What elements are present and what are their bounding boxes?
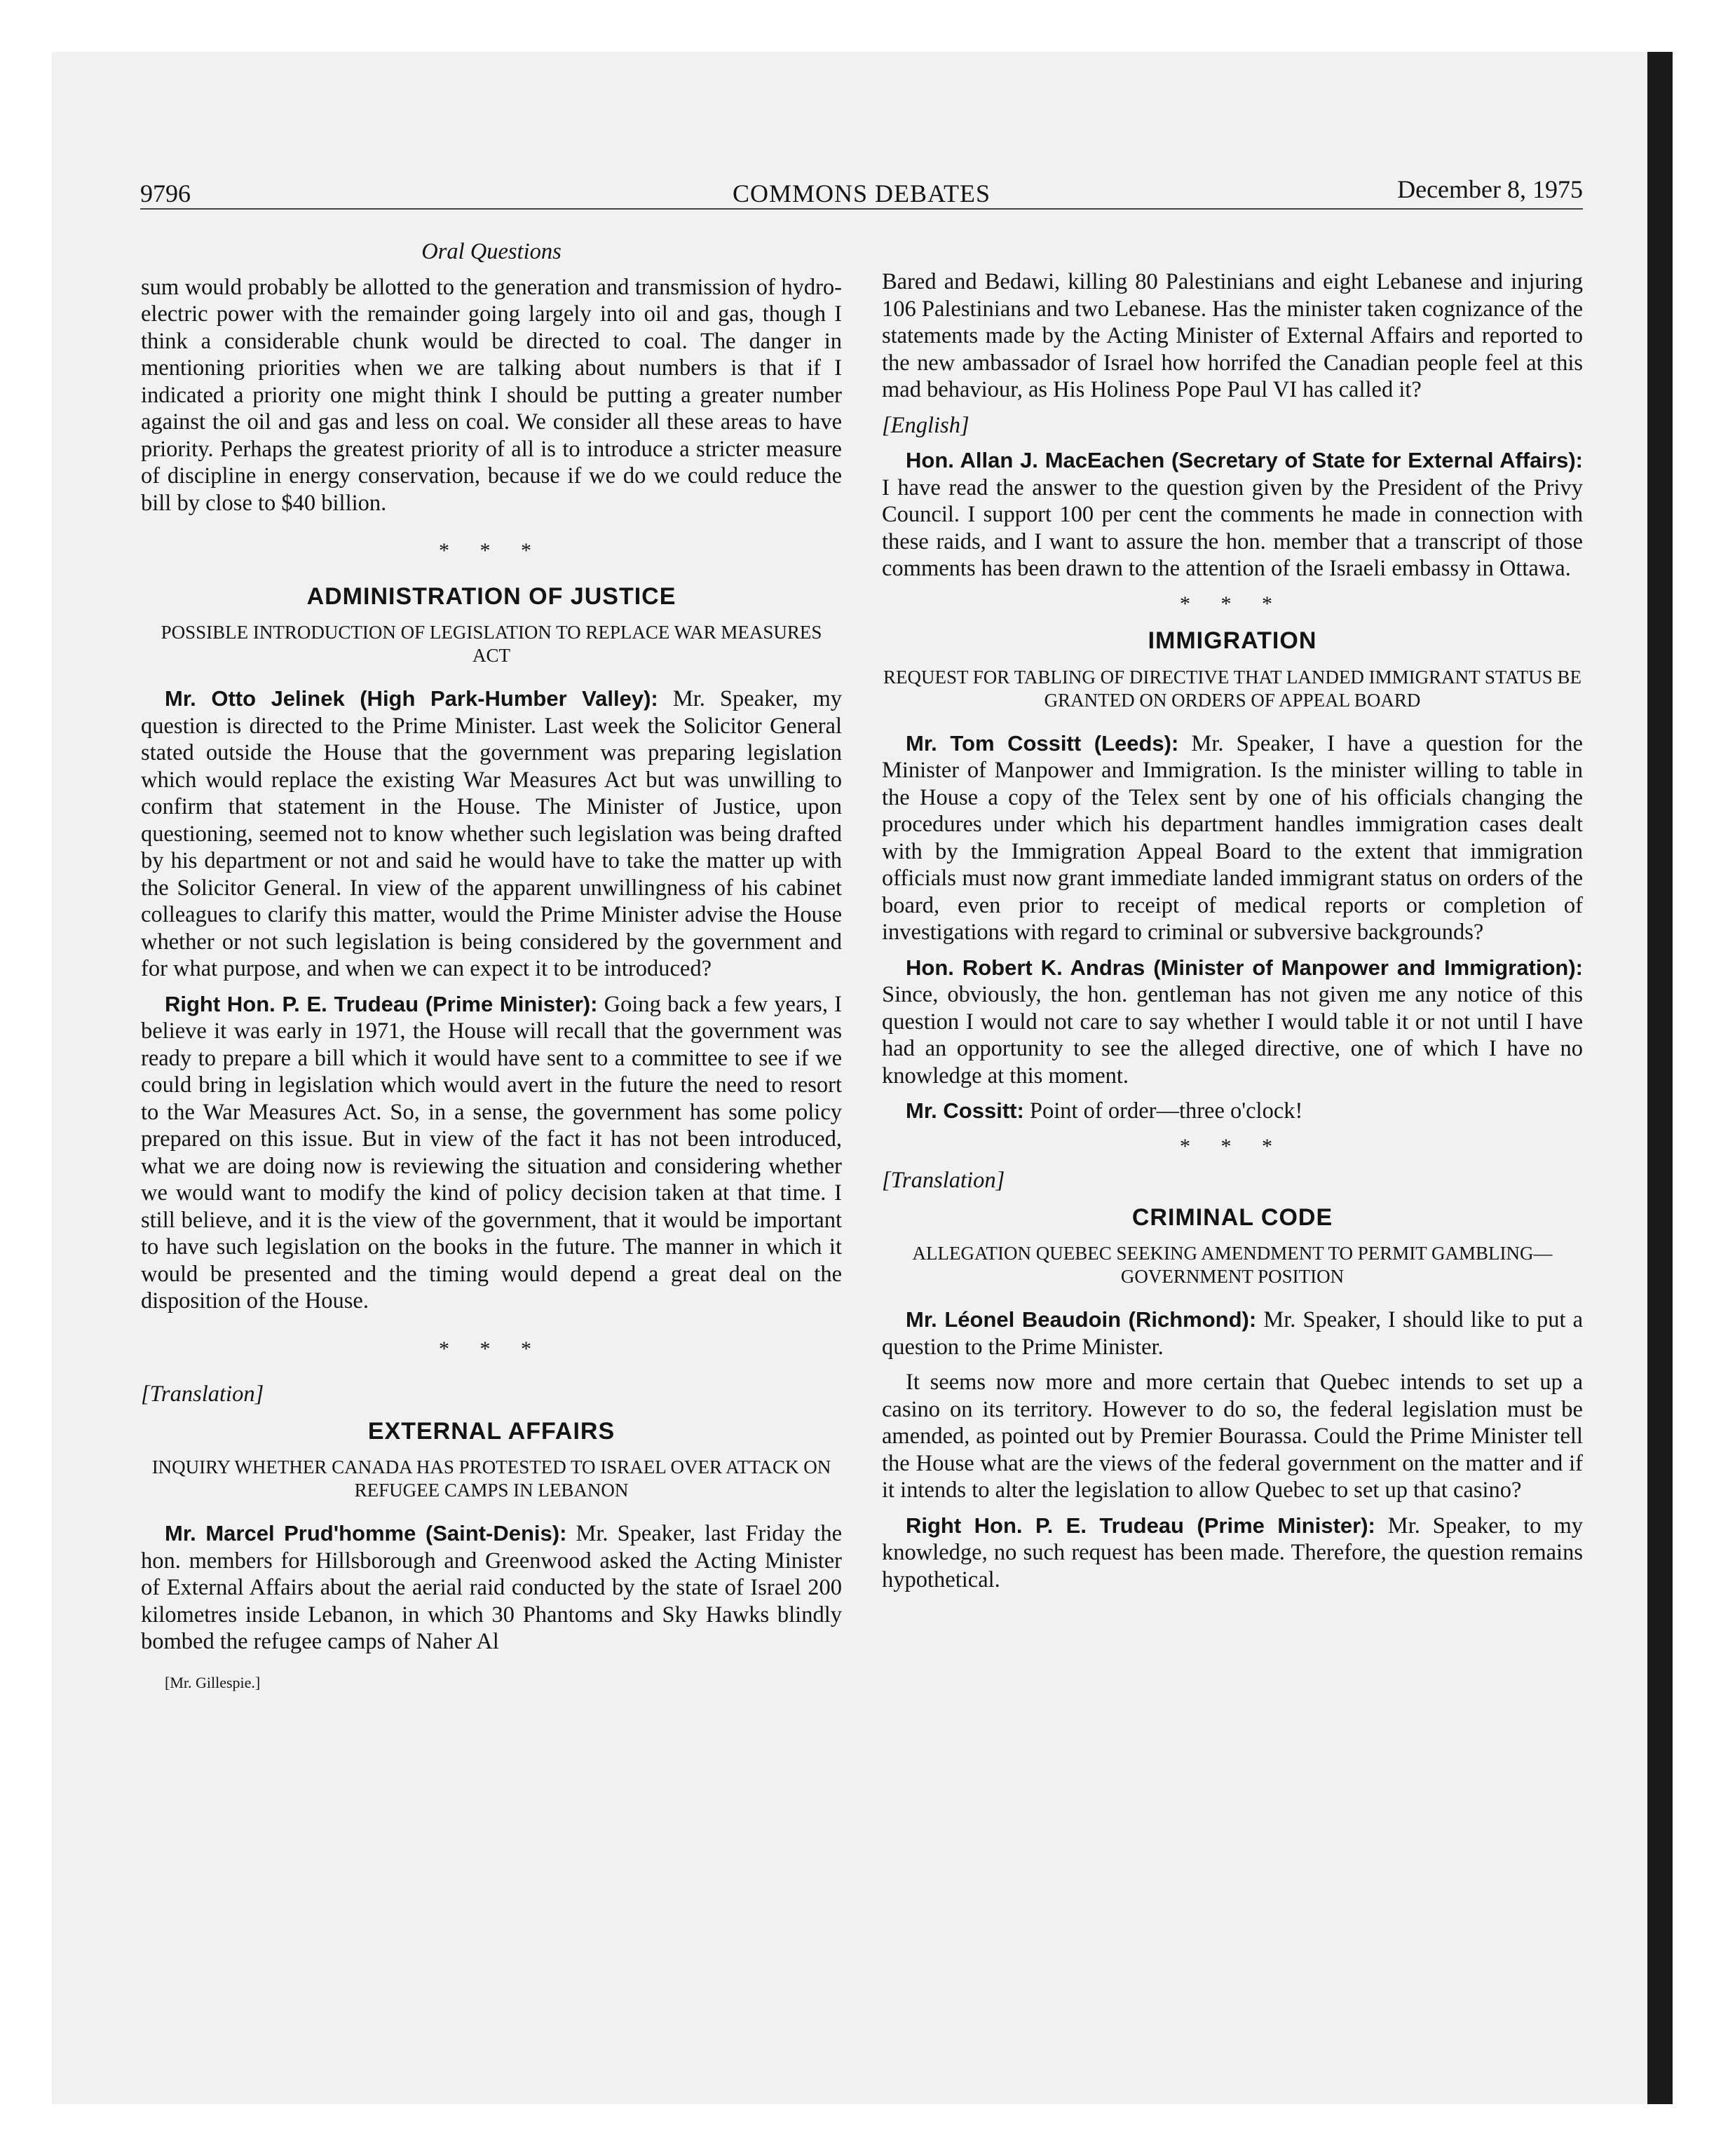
speech-text: Mr. Speaker, last Friday the hon. members for Hillsborough and Greenwood asked the Acting Minister of External Affairs about the aerial raid conducted by the state of Israel 200 kilometres inside Lebanon, in which 30 Phantoms and Sky Hawks blindly bombed the refugee camps of Naher Al [141,1521,842,1654]
section-heading-criminal-code: CRIMINAL CODE [1131,1203,1333,1231]
speech-jelinek [141,685,842,983]
page-footer-note: [Mr. Gillespie.] [165,1673,261,1691]
english-tag: [English] [882,412,969,438]
subheading-gambling: ALLEGATION QUEBEC SEEKING AMENDMENT TO PERMIT GAMBLING—GOVERNMENT POSITION [912,1243,1553,1287]
page-number: 9796 [140,179,191,207]
running-head: Oral Questions [421,239,562,264]
speaker-name: Right Hon. P. E. Trudeau (Prime Minister): [906,1513,1375,1538]
speech-text: Mr. Speaker, I have a question for the Minister of Manpower and Immigration. Is the minister willing to table in the House a copy of the Telex sent by one of his officials changing the procedures under which his department handles immigration cases dealt with by the Immigration Appeal Board to the extent that immigration officials must now grant immediate landed immigrant status on orders of the board, even prior to receipt of medical reports or completion of investigations with regard to criminal or subversive backgrounds? [882,730,1583,945]
page-header [140,175,1583,210]
speech-text: Mr. Speaker, I should like to put a question to the Prime Minister. [882,1307,1584,1360]
speaker-name: Mr. Léonel Beaudoin (Richmond): [906,1307,1257,1332]
speech-beaudoin [882,1306,1583,1360]
subheading-war-measures-act: POSSIBLE INTRODUCTION OF LEGISLATION TO REPLACE WAR MEASURES ACT [161,622,822,666]
paragraph-continuation: sum would probably be allotted to the generation and transmission of hydro-electric power with the remainder going largely into oil and gas, though I think a considerable chunk would be directed to coal. The danger in mentioning priorities when we are talking about numbers is that if I indicated a priority one might think I should be putting a greater number against the oil and gas and less on coal. We consider all these areas to have priority. Perhaps the greatest priority of all is to introduce a stricter measure of discipline in energy conservation, because if we do we could reduce the bill by close to $40 billion. [141,274,842,516]
speaker-name: Mr. Cossitt: [906,1098,1024,1123]
speech-andras [882,955,1583,1090]
speech-text: I have read the answer to the question given by the President of the Privy Council. I support 100 per cent the comments he made in connection with these raids, and I want to assure the hon. member that a transcript of those comments has been drawn to the attention of the Israeli embassy in Ottawa. [882,475,1583,581]
translation-tag: [Translation] [141,1381,264,1407]
speech-prudhomme [141,1520,842,1656]
speech-text: Since, obviously, the hon. gentleman has not given me any notice of this question I would not care to say whether I would table it or not until I have had an opportunity to see the alleged directive, one of which I have no knowledge at this moment. [882,982,1583,1089]
speaker-name: Mr. Tom Cossitt (Leeds): [906,730,1179,756]
section-heading-external-affairs: EXTERNAL AFFAIRS [367,1417,615,1445]
section-separator: * * * [439,1337,544,1360]
subheading-refugee-camps: INQUIRY WHETHER CANADA HAS PROTESTED TO ISRAEL OVER ATTACK ON REFUGEE CAMPS IN LEBANON [151,1456,831,1501]
section-separator: * * * [1180,592,1285,615]
speech-cossitt [882,730,1583,946]
section-heading-immigration: IMMIGRATION [1148,627,1317,654]
speech-beaudoin-continued: It seems now more and more certain that Quebec intends to set up a casino on its territory. However to do so, the federal legislation must be amended, as pointed out by Premier Bourassa. Could the Prime Minister tell the House what are the views of the federal government on the matter and if it intends to alter the legislation to allow Quebec to set up that casino? [882,1370,1583,1503]
speaker-name: Right Hon. P. E. Trudeau (Prime Minister): [165,991,598,1016]
page-date: December 8, 1975 [1397,175,1583,203]
speech-text: Point of order—three o'clock! [1029,1098,1303,1124]
speaker-name: Mr. Marcel Prud'homme (Saint-Denis): [165,1521,567,1546]
speech-text: Mr. Speaker, to my knowledge, no such request has been made. Therefore, the question remains hypothetical. [882,1513,1584,1592]
subheading-landed-immigrant-status: REQUEST FOR TABLING OF DIRECTIVE THAT LANDED IMMIGRANT STATUS BE GRANTED ON ORDERS OF APPEAL BOARD [883,666,1581,711]
speaker-name: Hon. Robert K. Andras (Minister of Manpower and Immigration): [906,955,1583,980]
section-separator: * * * [439,539,544,562]
speech-trudeau [141,991,842,1315]
right-column [882,268,1583,1602]
publication-title: COMMONS DEBATES [732,179,991,207]
left-column [141,238,842,1696]
speech-maceachen [882,447,1583,582]
translation-tag: [Translation] [882,1168,1005,1193]
page-spine-shadow [1647,52,1673,2104]
speaker-name: Hon. Allan J. MacEachen (Secretary of State for External Affairs): [906,448,1583,472]
section-separator: * * * [1180,1134,1285,1158]
speech-cossitt-point-of-order [882,1098,1583,1125]
speech-text: Going back a few years, I believe it was early in 1971, the House will recall that the government was ready to prepare a bill which it would have sent to a committee to see if we could bring in legislation which would avert in the future the need to resort to the War Measures Act. So, in a sense, the government has some policy prepared on this issue. But in view of the fact it has not been introduced, what we are doing now is reviewing the situation and considering whether we would want to modify the kind of policy decision taken at that time. I still believe, and it is the view of the government, that it would be important to have such legislation on the books in the future. The manner in which it would be presented and the timing would depend a great deal on the disposition of the House. [141,991,842,1314]
section-heading-administration-of-justice: ADMINISTRATION OF JUSTICE [306,582,676,610]
speech-text: Mr. Speaker, my question is directed to the Prime Minister. Last week the Solicitor General stated outside the House that the government was preparing legislation which would replace the existing War Measures Act but was unwilling to confirm that statement in the House. The Minister of Justice, upon questioning, seemed not to know whether such legislation was being drafted by his department or not and said he would have to take the matter up with the Solicitor General. In view of the apparent unwillingness of his cabinet colleagues to clarify this matter, would the Prime Minister advise the House whether or not such legislation is being considered by the government and for what purpose, and when we can expect it to be introduced? [141,686,842,981]
speaker-name: Mr. Otto Jelinek (High Park-Humber Valley): [165,686,658,711]
paragraph-continuation: Bared and Bedawi, killing 80 Palestinians and eight Lebanese and injuring 106 Palestinians and two Lebanese. Has the minister taken cognizance of the statements made by the Acting Minister of External Affairs and reported to the new ambassador of Israel how horrifed the Canadian people feel at this mad behaviour, as His Holiness Pope Paul VI has called it? [882,269,1583,402]
speech-trudeau-reply [882,1513,1583,1594]
